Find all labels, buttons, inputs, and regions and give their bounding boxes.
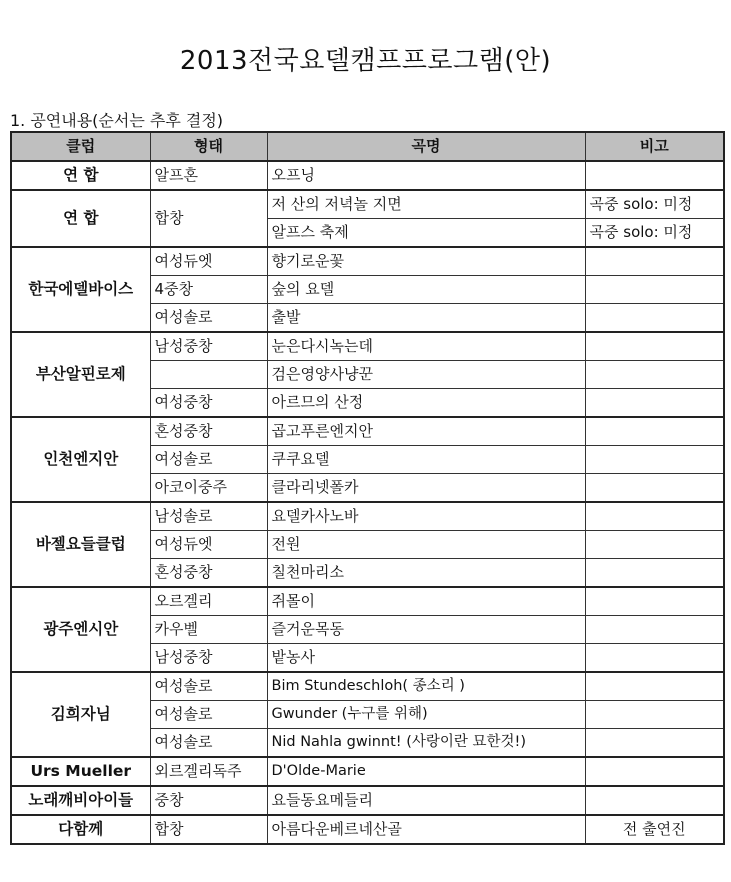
song-cell: 쿠쿠요델 [267, 446, 585, 474]
table-header-row [11, 132, 724, 161]
song-cell: 요들동요메들리 [267, 786, 585, 815]
table-row [11, 247, 724, 276]
note-cell [585, 332, 724, 361]
note-cell [585, 644, 724, 673]
type-cell: 여성솔로 [150, 729, 267, 758]
song-cell: 향기로운꽃 [267, 247, 585, 276]
type-cell: 남성중창 [150, 332, 267, 361]
type-cell: 알프혼 [150, 161, 267, 190]
note-cell [585, 474, 724, 503]
song-cell: 알프스 축제 [267, 219, 585, 248]
club-cell: 바젤요들클럽 [11, 502, 150, 587]
type-cell: 여성중창 [150, 389, 267, 418]
note-cell [585, 587, 724, 616]
note-cell [585, 701, 724, 729]
club-cell: 노래깨비아이들 [11, 786, 150, 815]
type-cell: 혼성중창 [150, 559, 267, 588]
song-cell: 저 산의 저녁놀 지면 [267, 190, 585, 219]
song-cell: Nid Nahla gwinnt! (사랑이란 묘한것!) [267, 729, 585, 758]
type-cell: 외르겔리독주 [150, 757, 267, 786]
club-cell: 한국에델바이스 [11, 247, 150, 332]
note-cell [585, 757, 724, 786]
note-cell [585, 389, 724, 418]
table-row [11, 161, 724, 190]
type-cell: 중창 [150, 786, 267, 815]
note-cell [585, 786, 724, 815]
club-cell: Urs Mueller [11, 757, 150, 786]
song-cell: 곱고푸른엔지안 [267, 417, 585, 446]
type-cell: 여성솔로 [150, 672, 267, 701]
type-cell: 남성솔로 [150, 502, 267, 531]
type-cell: 여성솔로 [150, 701, 267, 729]
type-cell: 여성솔로 [150, 304, 267, 333]
header-song: 곡명 [267, 132, 585, 161]
type-cell [150, 361, 267, 389]
type-cell: 남성중창 [150, 644, 267, 673]
note-cell [585, 161, 724, 190]
table-row [11, 190, 724, 219]
type-cell: 아코이중주 [150, 474, 267, 503]
song-cell: 오프닝 [267, 161, 585, 190]
note-cell: 전 출연진 [585, 815, 724, 844]
song-cell: 전원 [267, 531, 585, 559]
note-cell [585, 616, 724, 644]
table-row [11, 417, 724, 446]
song-cell: D'Olde-Marie [267, 757, 585, 786]
document-title: 2013전국요델캠프프로그램(안) [179, 46, 552, 76]
type-cell: 혼성중창 [150, 417, 267, 446]
program-table [10, 131, 725, 845]
song-cell: 클라리넷폴카 [267, 474, 585, 503]
table-row [11, 332, 724, 361]
table-row [11, 587, 724, 616]
note-cell [585, 247, 724, 276]
table-row [11, 786, 724, 815]
song-cell: 숲의 요델 [267, 276, 585, 304]
song-cell: 밭농사 [267, 644, 585, 673]
type-cell: 여성듀엣 [150, 247, 267, 276]
song-cell: 아름다운베르네산골 [267, 815, 585, 844]
club-cell: 부산알핀로제 [11, 332, 150, 417]
type-cell: 오르겔리 [150, 587, 267, 616]
club-cell: 김희자님 [11, 672, 150, 757]
club-cell: 인천엔지안 [11, 417, 150, 502]
header-note: 비고 [585, 132, 724, 161]
type-cell: 합창 [150, 190, 267, 247]
note-cell [585, 361, 724, 389]
note-cell [585, 531, 724, 559]
song-cell: 칠천마리소 [267, 559, 585, 588]
song-cell: 요델카사노바 [267, 502, 585, 531]
type-cell: 4중창 [150, 276, 267, 304]
section-heading: 1. 공연내용(순서는 추후 결정) [10, 111, 224, 130]
note-cell [585, 417, 724, 446]
song-cell: 검은영양사냥꾼 [267, 361, 585, 389]
song-cell: 아르므의 산정 [267, 389, 585, 418]
type-cell: 여성듀엣 [150, 531, 267, 559]
song-cell: 눈은다시녹는데 [267, 332, 585, 361]
note-cell [585, 502, 724, 531]
type-cell: 합창 [150, 815, 267, 844]
club-cell: 광주엔시안 [11, 587, 150, 672]
type-cell: 여성솔로 [150, 446, 267, 474]
note-cell [585, 446, 724, 474]
note-cell: 곡중 solo: 미정 [585, 190, 724, 219]
type-cell: 카우벨 [150, 616, 267, 644]
table-row [11, 672, 724, 701]
club-cell: 연 합 [11, 161, 150, 190]
note-cell [585, 559, 724, 588]
song-cell: Gwunder (누구를 위해) [267, 701, 585, 729]
table-row [11, 815, 724, 844]
club-cell: 다함께 [11, 815, 150, 844]
table-row [11, 757, 724, 786]
note-cell [585, 276, 724, 304]
header-type: 형태 [150, 132, 267, 161]
note-cell: 곡중 solo: 미정 [585, 219, 724, 248]
header-club: 클럽 [11, 132, 150, 161]
song-cell: Bim Stundeschloh( 종소리 ) [267, 672, 585, 701]
table-row [11, 502, 724, 531]
note-cell [585, 304, 724, 333]
song-cell: 출발 [267, 304, 585, 333]
song-cell: 쥐몰이 [267, 587, 585, 616]
club-cell: 연 합 [11, 190, 150, 247]
song-cell: 즐거운목동 [267, 616, 585, 644]
note-cell [585, 672, 724, 701]
note-cell [585, 729, 724, 758]
